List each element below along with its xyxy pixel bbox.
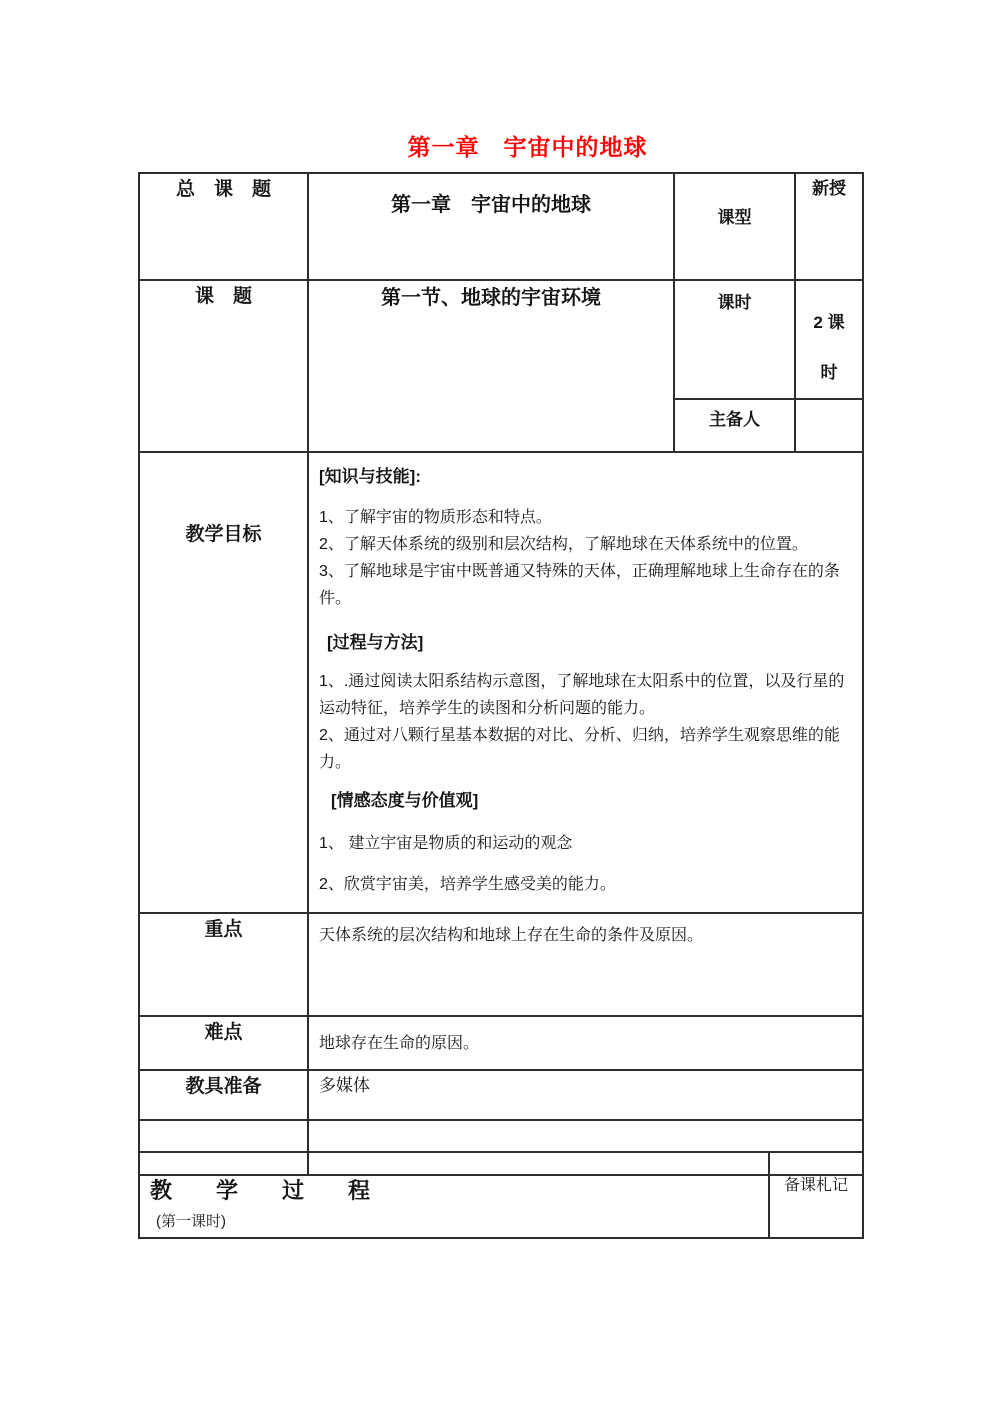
table-row-objectives <box>139 452 863 913</box>
process-note-cell <box>769 1152 863 1238</box>
process-subtitle: (第一课时) <box>156 1213 226 1230</box>
key-points-content: 天体系统的层次结构和地球上存在生命的条件及原因。 <box>319 927 704 944</box>
table-row-process <box>139 1152 863 1238</box>
objectives-section-items <box>319 668 850 776</box>
difficulties-content: 地球存在生命的原因。 <box>319 1035 480 1052</box>
preparer-label: 主备人 <box>709 410 760 429</box>
objectives-label-cell <box>139 452 308 913</box>
period-value-line1: 2 课 <box>813 313 845 332</box>
objectives-content-cell <box>308 452 863 913</box>
topic-content-cell <box>308 280 674 452</box>
difficulties-content-cell <box>308 1016 863 1070</box>
topic-label-cell <box>139 280 308 452</box>
teaching-aids-content-cell <box>308 1070 863 1120</box>
objectives-section-heading: [知识与技能]: <box>319 467 421 486</box>
overview-label: 总 课 题 <box>175 179 271 200</box>
teaching-aids-content: 多媒体 <box>319 1076 370 1095</box>
period-value-line2: 时 <box>820 363 838 382</box>
preparer-value-cell <box>795 399 863 452</box>
table-row-overview <box>139 173 863 280</box>
objective-item: 1、了解宇宙的物质形态和特点。 <box>319 509 552 526</box>
objective-item: 3、了解地球是宇宙中既普通又特殊的天体，正确理解地球上生命存在的条件。 <box>319 563 840 607</box>
lesson-plan-table <box>138 172 864 1176</box>
overview-content-cell <box>308 173 674 280</box>
course-type-label: 课型 <box>717 208 752 227</box>
overview-content: 第一章 宇宙中的地球 <box>391 194 591 216</box>
period-value-cell <box>795 280 863 399</box>
objective-item: 1、 建立宇宙是物质的和运动的观念 <box>319 835 573 852</box>
topic-content: 第一节、地球的宇宙环境 <box>381 287 601 309</box>
difficulties-label-cell <box>139 1016 308 1070</box>
objectives-label: 教学目标 <box>185 524 262 545</box>
table-row-topic <box>139 280 863 399</box>
teaching-aids-label: 教具准备 <box>185 1076 262 1097</box>
table-row-teaching-aids <box>139 1070 863 1120</box>
table-row-key-points <box>139 913 863 1016</box>
page-title: 第一章 宇宙中的地球 <box>407 134 648 160</box>
objectives-section-items <box>319 830 850 898</box>
objectives-section-heading: [过程与方法] <box>327 633 424 652</box>
teaching-aids-label-cell <box>139 1070 308 1120</box>
overview-label-cell <box>139 173 308 280</box>
objective-item: 2、通过对八颗行星基本数据的对比、分析、归纳，培养学生观察思维的能力。 <box>319 727 840 771</box>
process-title-block <box>140 1153 768 1231</box>
topic-label: 课 题 <box>194 286 252 307</box>
preparer-label-cell <box>674 399 795 452</box>
key-points-content-cell <box>308 913 863 1016</box>
objective-item: 2、了解天体系统的级别和层次结构，了解地球在天体系统中的位置。 <box>319 536 808 553</box>
objectives-content <box>309 453 862 898</box>
process-note-label: 备课札记 <box>783 1177 848 1194</box>
objectives-section-heading: [情感态度与价值观] <box>331 791 479 810</box>
objective-item: 2、欣赏宇宙美，培养学生感受美的能力。 <box>319 876 616 893</box>
course-type-label-cell <box>674 173 795 280</box>
teaching-process-table <box>138 1151 864 1239</box>
objectives-section-items <box>319 504 850 612</box>
period-label: 课时 <box>717 293 752 312</box>
difficulties-label: 难点 <box>204 1022 243 1043</box>
course-type-value: 新授 <box>812 179 846 198</box>
objective-item: 1、.通过阅读太阳系结构示意图，了解地球在太阳系中的位置，以及行星的运动特征，培养学生的读图和分析问题的能力。 <box>319 673 845 717</box>
process-title-cell <box>139 1152 769 1238</box>
course-type-value-cell <box>795 173 863 280</box>
period-value <box>796 281 862 398</box>
process-title: 教 学 过 程 <box>150 1178 371 1203</box>
table-row-difficulties <box>139 1016 863 1070</box>
period-label-cell <box>674 280 795 399</box>
key-points-label: 重点 <box>204 919 243 940</box>
key-points-label-cell <box>139 913 308 1016</box>
